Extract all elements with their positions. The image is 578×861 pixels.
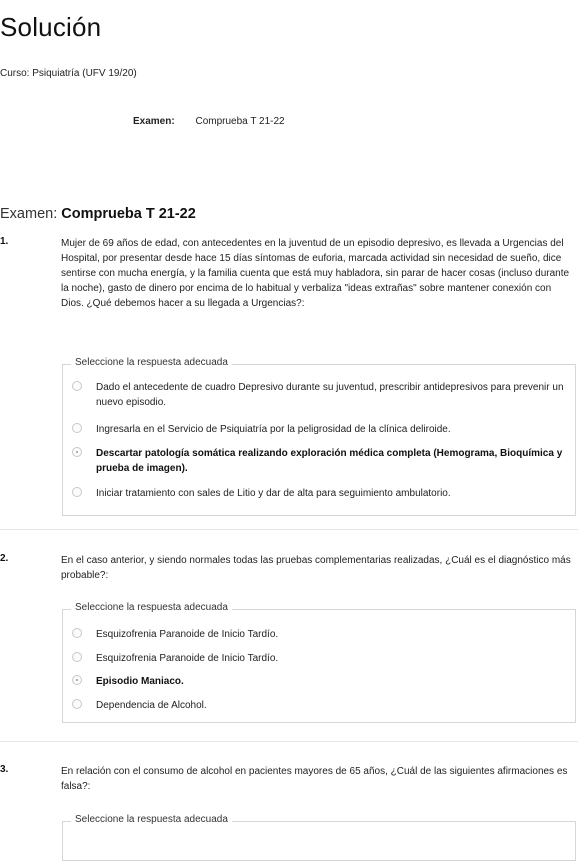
radio-button[interactable] [72, 628, 82, 638]
question-text: Mujer de 69 años de edad, con antecedentes en la juventud de un episodio depresivo, es llevada a Urgencias del Hospital, por presentar desde hace 15 días síntomas de euforia, marcada actividad sin necesidad de sueño, dice sentirse con mucha energía, y la familia cuenta que está muy habladora, sin parar de hacer cosas (incluso durante la noche), gasto de dinero por encima de lo habitual y verbaliza "ideas extrañas" sobre mantener conexión con Dios. ¿Qué debemos hacer a su llegada a Urgencias?: [61, 238, 570, 309]
question-separator [0, 741, 578, 742]
question-number: 3. [0, 764, 9, 775]
radio-button[interactable] [72, 675, 82, 685]
answer-text: Esquizofrenia Paranoide de Inicio Tardío. [96, 653, 279, 664]
exam-heading-prefix: Examen: [0, 206, 62, 222]
course-label: Curso: Psiquiatría (UFV 19/20) [0, 68, 137, 79]
page-title: Solución [0, 12, 102, 42]
question-number: 1. [0, 236, 9, 247]
answer-text: Iniciar tratamiento con sales de Litio y dar de alta para seguimiento ambulatorio. [96, 488, 451, 499]
radio-button[interactable] [72, 381, 82, 391]
answer-text: Dependencia de Alcohol. [96, 700, 207, 711]
question-text: En el caso anterior, y siendo normales todas las pruebas complementarias realizadas, ¿Cuál es el diagnóstico más probable?: [61, 555, 571, 581]
exam-meta [133, 116, 285, 127]
answers-legend: Seleccione la respuesta adecuada [71, 357, 232, 368]
answers-legend: Seleccione la respuesta adecuada [71, 814, 232, 825]
answers-fieldset [62, 814, 576, 861]
radio-button[interactable] [72, 699, 82, 709]
answer-text: Esquizofrenia Paranoide de Inicio Tardío. [96, 629, 279, 640]
exam-meta-value: Comprueba T 21-22 [195, 116, 285, 127]
question-separator [0, 529, 578, 530]
exam-heading [0, 206, 196, 222]
answers-legend: Seleccione la respuesta adecuada [71, 602, 232, 613]
answer-text: Ingresarla en el Servicio de Psiquiatría por la peligrosidad de la clínica deliroide. [96, 424, 451, 435]
answers-fieldset [62, 357, 576, 516]
question-number: 2. [0, 553, 9, 564]
exam-heading-name: Comprueba T 21-22 [61, 206, 196, 222]
answers-fieldset [62, 602, 576, 723]
radio-button[interactable] [72, 487, 82, 497]
answer-text: Episodio Maniaco. [96, 676, 184, 687]
exam-meta-label: Examen: [133, 116, 175, 127]
answer-text: Dado el antecedente de cuadro Depresivo durante su juventud, prescribir antidepresivos para prevenir un nuevo episodio. [96, 382, 564, 408]
radio-button[interactable] [72, 423, 82, 433]
question-text: En relación con el consumo de alcohol en pacientes mayores de 65 años, ¿Cuál de las siguientes afirmaciones es falsa?: [61, 766, 568, 792]
radio-button[interactable] [72, 652, 82, 662]
radio-button[interactable] [72, 447, 82, 457]
answer-text: Descartar patología somática realizando exploración médica completa (Hemograma, Bioquímica y prueba de imagen). [96, 448, 563, 474]
